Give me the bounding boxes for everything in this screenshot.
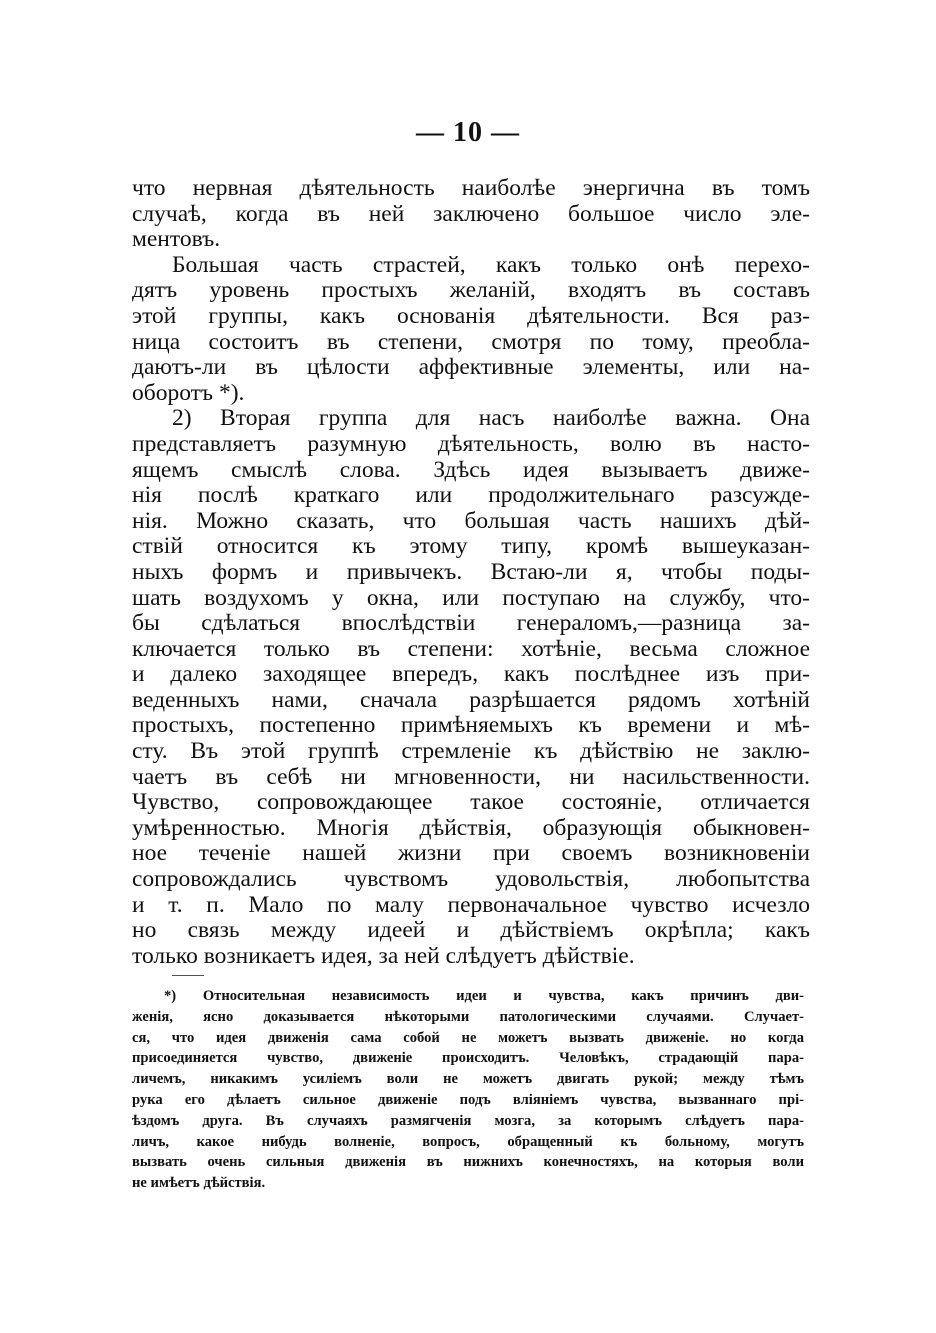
text-line: и далеко заходящее впередъ, какъ послѣднее изъ при- xyxy=(132,661,810,688)
footnote-line: личъ, какое нибудь волненіе, вопросъ, обращенный къ больному, могутъ xyxy=(132,1133,804,1150)
text-line: шать воздухомъ у окна, или поступаю на службу, что- xyxy=(132,584,810,611)
main-text xyxy=(132,176,810,969)
page-number: — 10 — xyxy=(416,117,520,148)
text-line: ментовъ. xyxy=(132,226,221,253)
text-line: бы сдѣлаться впослѣдствіи генераломъ,—разница за- xyxy=(132,610,810,637)
text-line: простыхъ, постепенно примѣняемыхъ къ времени и мѣ- xyxy=(132,712,810,739)
text-line: этой группы, какъ основанія дѣятельности. Вся раз- xyxy=(132,302,810,329)
text-line: чаетъ въ себѣ ни мгновенности, ни насильственности. xyxy=(132,763,810,790)
text-line: ствій относится къ этому типу, кромѣ вышеуказан- xyxy=(132,533,810,560)
text-line: Чувство, сопровождающее такое состояніе, отличается xyxy=(132,789,810,816)
footnote-line: личемъ, никакимъ усиліемъ воли не можетъ двигать рукой; между тѣмъ xyxy=(132,1071,804,1088)
paragraph xyxy=(132,406,810,969)
text-line: ныхъ формъ и привычекъ. Встаю-ли я, чтобы поды- xyxy=(132,558,810,585)
footnote-line: *) Относительная независимость идеи и чувства, какъ причинъ дви- xyxy=(164,988,804,1004)
footnote-line: вызвать очень сильныя движенія въ нижнихъ конечностяхъ, на которыя воли xyxy=(132,1154,804,1171)
text-line: сопровождались чувствомъ удовольствія, любопытства xyxy=(132,866,810,893)
footnote-line: присоединяется чувство, движеніе происходитъ. Человѣкъ, страдающій пара- xyxy=(132,1050,804,1067)
footnote-line: ся, что идея движенія сама собой не можетъ вызвать движеніе. но когда xyxy=(132,1029,804,1046)
paragraph xyxy=(132,176,810,253)
footnote-line: женія, ясно доказывается нѣкоторыми патологическими случаями. Случает- xyxy=(132,1008,804,1025)
text-line: 2) Вторая группа для насъ наиболѣе важна. Она xyxy=(172,405,810,432)
footnote-line: не имѣетъ дѣйствія. xyxy=(132,1175,266,1192)
text-line: представляетъ разумную дѣятельность, волю въ насто- xyxy=(132,430,810,457)
paragraph xyxy=(132,253,810,407)
text-line: ключается только въ степени: хотѣніе, весьма сложное xyxy=(132,635,810,662)
text-line: веденныхъ нами, сначала разрѣшается рядомъ хотѣній xyxy=(132,686,810,713)
text-line: ное теченіе нашей жизни при своемъ возникновеніи xyxy=(132,840,810,867)
text-line: Большая часть страстей, какъ только онѣ перехо- xyxy=(172,251,810,278)
text-line: умѣренностью. Многія дѣйствія, образующія обыкновен- xyxy=(132,814,810,841)
text-line: даютъ-ли въ цѣлости аффективные элементы, или на- xyxy=(132,354,810,381)
text-line: и т. п. Мало по малу первоначальное чувство исчезло xyxy=(132,891,810,918)
footnote-line: рука его дѣлаетъ сильное движеніе подъ вліяніемъ чувства, вызваннаго прі- xyxy=(132,1091,804,1108)
text-line: но связь между идеей и дѣйствіемъ окрѣпла; какъ xyxy=(132,917,810,944)
text-line: нія послѣ краткаго или продолжительнаго разсужде- xyxy=(132,482,810,509)
text-line: нія. Можно сказать, что большая часть нашихъ дѣй- xyxy=(132,507,810,534)
text-line: ящемъ смыслѣ слова. Здѣсь идея вызываетъ движе- xyxy=(132,456,810,483)
text-line: ница состоитъ въ степени, смотря по тому, преобла- xyxy=(132,328,810,355)
text-line: случаѣ, когда въ ней заключено большое число эле- xyxy=(132,200,810,227)
text-line: дятъ уровень простыхъ желаній, входятъ въ составъ xyxy=(132,277,810,304)
text-line: что нервная дѣятельность наиболѣе энергична въ томъ xyxy=(132,175,810,201)
text-line: только возникаетъ идея, за ней слѣдуетъ дѣйствіе. xyxy=(132,942,635,969)
footnote xyxy=(132,986,804,1194)
footnote-line: ѣздомъ друга. Въ случаяхъ размягченія мозга, за которымъ слѣдуетъ пара- xyxy=(132,1112,804,1129)
text-line: оборотъ *). xyxy=(132,379,245,406)
footnote-separator xyxy=(172,975,204,976)
text-line: сту. Въ этой группѣ стремленіе къ дѣйствію не заклю- xyxy=(132,738,810,765)
